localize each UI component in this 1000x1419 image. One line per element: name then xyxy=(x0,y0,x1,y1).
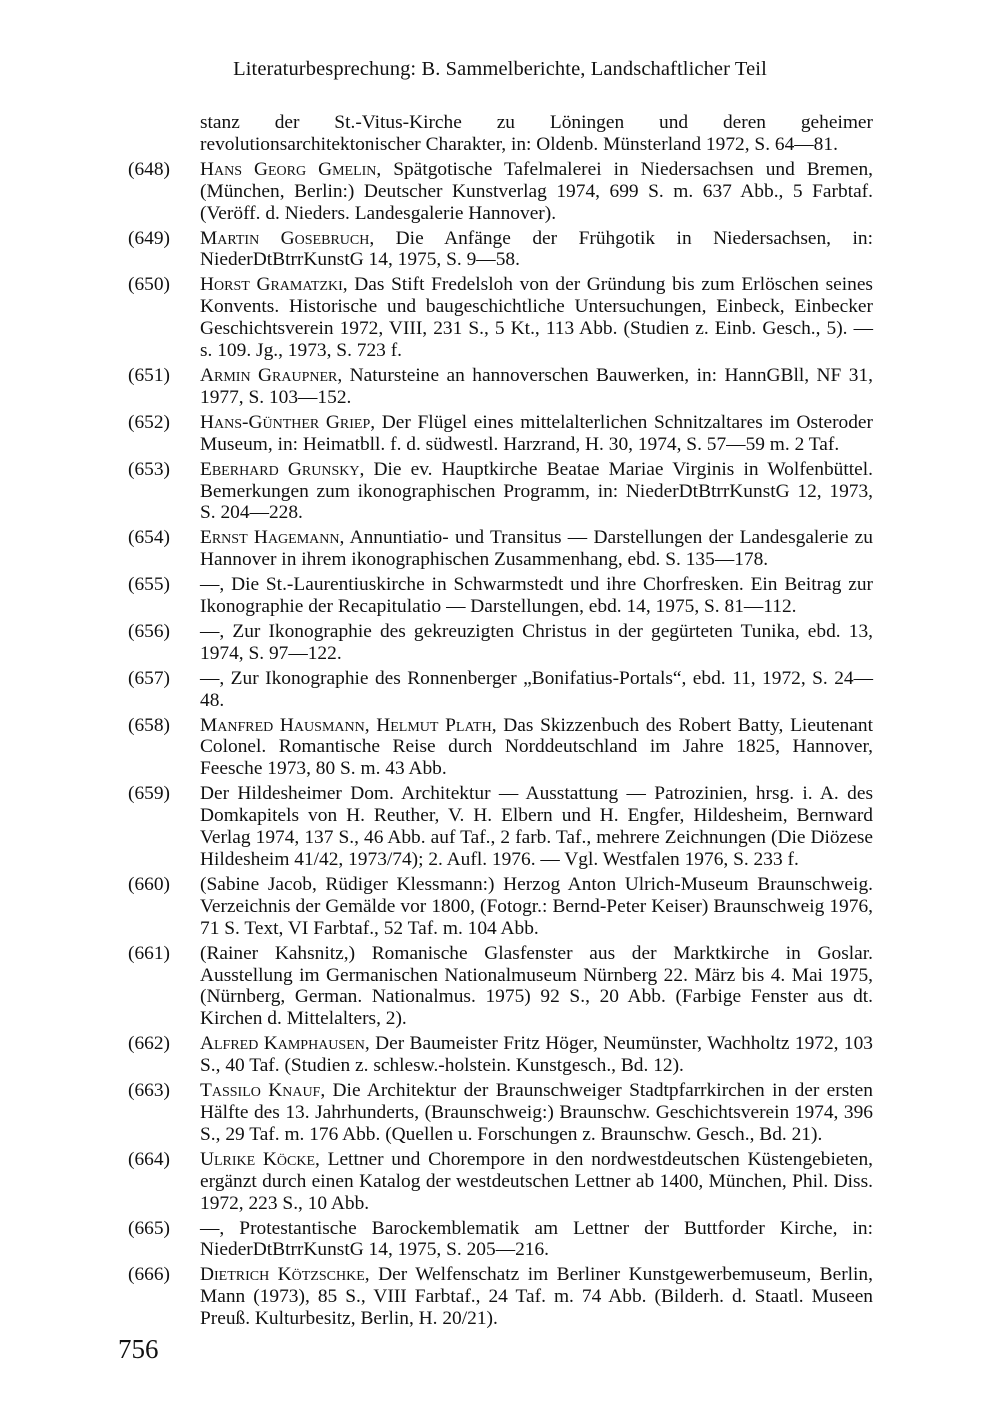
page-number: 756 xyxy=(118,1334,159,1364)
bibliography-entry xyxy=(128,943,873,1031)
entry-text: —, Zur Ikonographie des gekreuzigten Christus in der gegürteten Tunika, ebd. 13, 1974, S. 97—122. xyxy=(200,620,873,664)
entry-text: , Die Architektur der Braunschweiger Stadtpfarrkirchen in der ersten Hälfte des 13. Jahrhunderts, (Braunschweig:) Braunschw. Geschichtsverein 1974, 396 S., 29 Taf. m. 176 Abb. (Quellen u. Forschungen z. Braunschw. Gesch., Bd. 21). xyxy=(200,1080,873,1145)
entry-author: Hans Georg Gmelin xyxy=(200,158,377,180)
bibliography-entry xyxy=(128,1149,873,1215)
entry-number: (652) xyxy=(128,411,171,433)
entry-number: (650) xyxy=(128,274,171,296)
entry-number: (663) xyxy=(128,1080,171,1102)
entry-number: (651) xyxy=(128,364,171,386)
entry-number: (656) xyxy=(128,620,171,642)
entry-body xyxy=(200,874,873,940)
entry-author: Eberhard Grunsky xyxy=(200,458,360,480)
entry-number: (658) xyxy=(128,714,171,736)
entry-body xyxy=(200,1149,873,1215)
entry-text: , Das Stift Fredelsloh von der Gründung bis zum Erlöschen seines Konvents. Historische und baugeschichtliche Untersuchungen, Einbeck, Einbecker Geschichtsverein 1972, VIII, 231 S., 5 Kt., 113 Abb. (Studien z. Einb. Gesch., 5). — s. 109. Jg., 1973, S. 723 f. xyxy=(200,274,873,362)
entry-body xyxy=(200,943,873,1031)
running-header: Literaturbesprechung: B. Sammelberichte, Landschaftlicher Teil xyxy=(233,58,767,80)
entry-number: (654) xyxy=(128,527,171,549)
entry-number: (655) xyxy=(128,574,171,596)
entry-text: , Annuntiatio- und Transitus — Darstellungen der Landesgalerie zu Hannover in ihrem ikonographischen Zusammenhang, ebd. S. 135—178. xyxy=(200,527,873,571)
entry-body xyxy=(200,715,873,781)
entry-body xyxy=(200,668,873,712)
entry-text: , Die Anfänge der Frühgotik in Niedersachsen, in: NiederDtBtrrKunstG 14, 1975, S. 9—58. xyxy=(200,227,873,271)
entry-text: , Natursteine an hannoverschen Bauwerken, in: HannGBll, NF 31, 1977, S. 103—152. xyxy=(200,364,874,408)
entry-text: stanz der St.-Vitus-Kirche zu Löningen und deren geheimer revolutionsarchitektonischer Charakter, in: Oldenb. Münsterland 1972, S. 64—81. xyxy=(200,112,873,155)
entry-text: —, Protestantische Barockemblematik am Lettner der Buttforder Kirche, in: NiederDtBtrrKunstG 14, 1975, S. 205—216. xyxy=(200,1217,873,1261)
entry-author: Horst Gramatzki xyxy=(200,274,343,296)
entry-number: (649) xyxy=(128,227,171,249)
entry-number: (664) xyxy=(128,1148,171,1170)
entry-text: (Sabine Jacob, Rüdiger Klessmann:) Herzog Anton Ulrich-Museum Braunschweig. Verzeichnis der Gemälde vor 1800, (Fotogr.: Bernd-Peter Keiser) Braunschweig 1976, 71 S. Text, VI Farbtaf., 52 Taf. m. 104 Abb. xyxy=(200,873,873,939)
bibliography-entry xyxy=(128,527,873,571)
entry-author: Hans-Günther Griep xyxy=(200,411,371,433)
bibliography-entry xyxy=(128,459,873,525)
entry-body xyxy=(200,412,873,456)
entry-text: —, Zur Ikonographie des Ronnenberger „Bonifatius-Portals“, ebd. 11, 1972, S. 24—48. xyxy=(200,667,873,711)
entry-text: , Spätgotische Tafelmalerei in Niedersachsen und Bremen, (München, Berlin:) Deutscher Kunstverlag 1974, 699 S. m. 637 Abb., 5 Farbtaf. (Veröff. d. Nieders. Landesgalerie Hannover). xyxy=(200,158,873,224)
entry-author: Alfred Kamphausen xyxy=(200,1033,365,1055)
bibliography-entry xyxy=(128,365,873,409)
bibliography-entry xyxy=(128,1264,873,1330)
bibliography-entry xyxy=(128,1218,873,1262)
bibliography-entry xyxy=(128,783,873,871)
entry-text: (Rainer Kahsnitz,) Romanische Glasfenster aus der Marktkirche in Goslar. Ausstellung im Germanischen Nationalmuseum Nürnberg 22. März bis 4. Mai 1975, (Nürnberg, German. Nationalmus. 1975) 92 S., 20 Abb. (Farbige Fenster aus dt. Kirchen d. Mittelalters, 2). xyxy=(200,942,873,1030)
bibliography-entry xyxy=(128,874,873,940)
bibliography-entry xyxy=(128,621,873,665)
entry-author: Martin Gosebruch xyxy=(200,227,370,249)
entry-text: , Die ev. Hauptkirche Beatae Mariae Virginis in Wolfenbüttel. Bemerkungen zum ikonographischen Programm, in: NiederDtBtrrKunstG 12, 1973, S. 204—228. xyxy=(200,458,873,524)
entry-author: Ulrike Köcke xyxy=(200,1148,316,1170)
entry-number: (661) xyxy=(128,942,171,964)
entry-body xyxy=(200,574,873,618)
bibliography-entry xyxy=(128,668,873,712)
entry-text: , Der Flügel eines mittelalterlichen Schnitzaltares im Osteroder Museum, in: Heimatbll. f. d. südwestl. Harzrand, H. 30, 1974, S. 57—59 m. 2 Taf. xyxy=(200,411,874,455)
entry-author: Dietrich Kötzschke xyxy=(200,1264,365,1286)
entry-number: (666) xyxy=(128,1264,171,1286)
bibliography-entry xyxy=(128,1080,873,1146)
entry-author: Tassilo Knauf xyxy=(200,1080,321,1102)
bibliography-entry xyxy=(128,1033,873,1077)
bibliography-entry xyxy=(128,159,873,225)
entry-author: Manfred Hausmann, Helmut Plath xyxy=(200,714,492,736)
entry-body xyxy=(200,1080,873,1146)
entry-number: (657) xyxy=(128,667,171,689)
entry-number: (648) xyxy=(128,158,171,180)
entry-body xyxy=(200,274,873,362)
entry-text: Der Hildesheimer Dom. Architektur — Ausstattung — Patrozinien, hrsg. i. A. des Domkapitels von H. Reuther, V. H. Elbern und H. Engfer, Hildesheim, Bernward Verlag 1974, 137 S., 46 Abb. auf Taf., 2 farb. Taf., mehrere Zeichnungen (Die Diözese Hildesheim 41/42, 1973/74); 2. Aufl. 1976. — Vgl. Westfalen 1976, S. 233 f. xyxy=(200,783,873,870)
bibliography-entry xyxy=(128,412,873,456)
entry-body xyxy=(200,1218,873,1262)
bibliography-entry xyxy=(128,274,873,362)
entry-body xyxy=(200,1033,873,1077)
entry-body xyxy=(200,621,873,665)
entry-number: (659) xyxy=(128,783,171,805)
entry-body xyxy=(200,459,873,525)
entry-body xyxy=(200,112,873,156)
entry-number: (665) xyxy=(128,1217,171,1239)
entry-number: (653) xyxy=(128,458,171,480)
entry-text: , Der Welfenschatz im Berliner Kunstgewerbemuseum, Berlin, Mann (1973), 85 S., VIII Farbtaf., 24 Taf. m. 74 Abb. (Bilderh. d. Staatl. Museen Preuß. Kulturbesitz, Berlin, H. 20/21). xyxy=(200,1264,873,1330)
entry-body xyxy=(200,527,873,571)
entry-body xyxy=(200,783,873,871)
entry-author: Ernst Hagemann xyxy=(200,527,340,549)
entry-body xyxy=(200,228,873,272)
entry-text: , Lettner und Chorempore in den nordwestdeutschen Küstengebieten, ergänzt durch einen Katalog der westdeutschen Lettner ab 1400, München, Phil. Diss. 1972, 223 S., 10 Abb. xyxy=(200,1148,873,1214)
bibliography-entry xyxy=(128,112,873,156)
entry-body xyxy=(200,1264,873,1330)
bibliography-entry xyxy=(128,228,873,272)
entry-number: (662) xyxy=(128,1033,171,1055)
entry-body xyxy=(200,365,873,409)
bibliography-list xyxy=(128,112,873,1333)
entry-text: , Das Skizzenbuch des Robert Batty, Lieutenant Colonel. Romantische Reise durch Norddeutschland im Jahre 1825, Hannover, Feesche 1973, 80 S. m. 43 Abb. xyxy=(200,714,873,780)
entry-text: , Der Baumeister Fritz Höger, Neumünster, Wachholtz 1972, 103 S., 40 Taf. (Studien z. schlesw.-holstein. Kunstgesch., Bd. 12). xyxy=(200,1033,873,1077)
bibliography-entry xyxy=(128,574,873,618)
entry-body xyxy=(200,159,873,225)
entry-author: Armin Graupner xyxy=(200,364,338,386)
entry-number: (660) xyxy=(128,873,171,895)
bibliography-entry xyxy=(128,715,873,781)
entry-text: —, Die St.-Laurentiuskirche in Schwarmstedt und ihre Chorfresken. Ein Beitrag zur Ikonographie der Recapitulatio — Darstellungen, ebd. 14, 1975, S. 81—112. xyxy=(200,574,873,618)
